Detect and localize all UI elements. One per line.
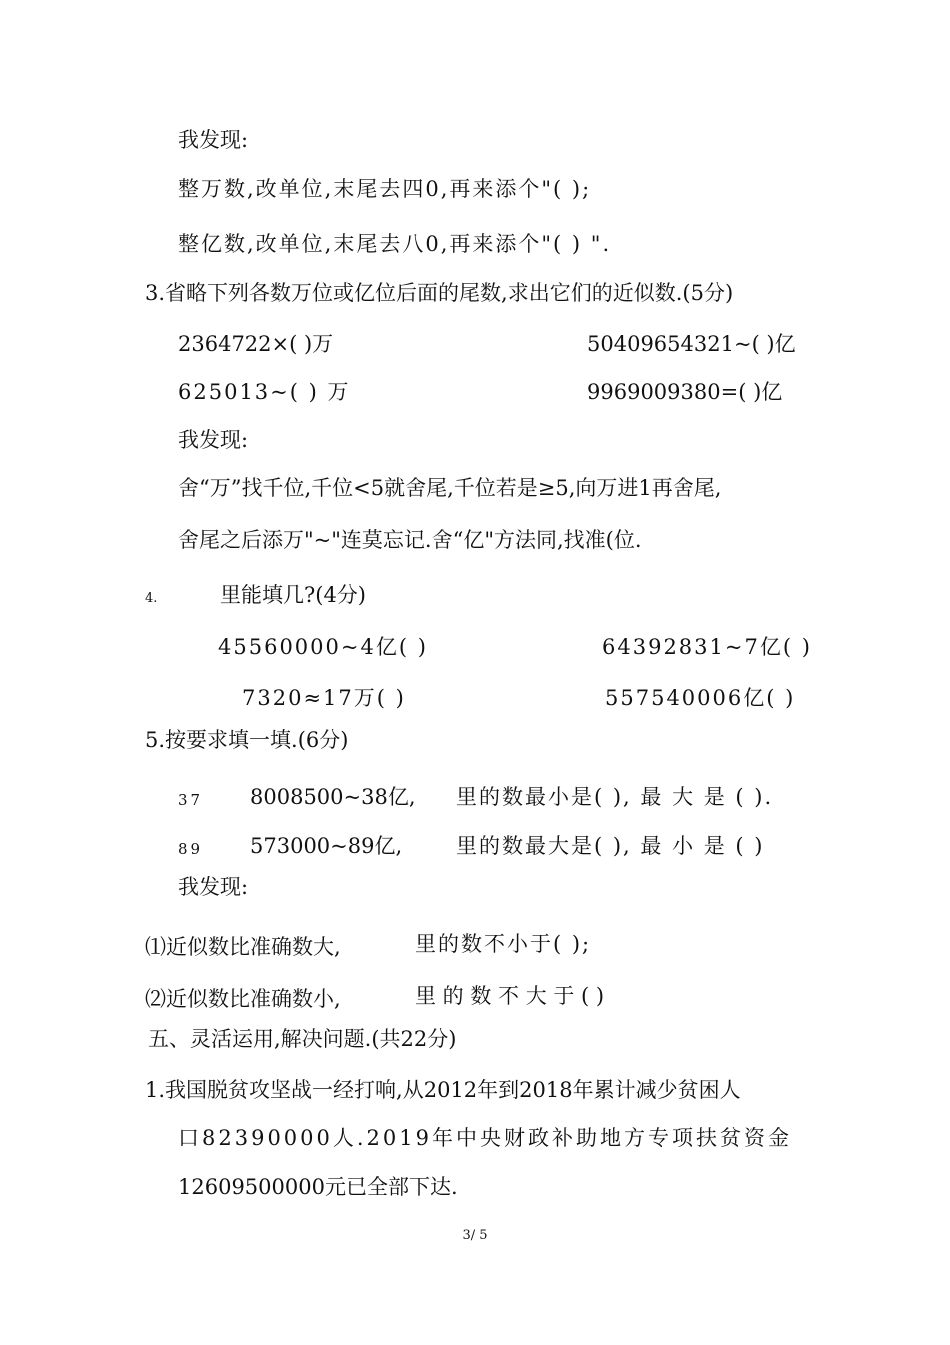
q5-finding2-text: 里 的 数 不 大 于 ( ): [415, 984, 605, 1008]
problem1-line1: 1.我国脱贫攻坚战一经打响,从2012年到2018年累计减少贫困人: [145, 1078, 741, 1102]
discover-label-1: 我发现:: [178, 128, 249, 152]
rule-wan-line: 整万数,改单位,末尾去四0,再来添个"( );: [178, 177, 592, 201]
q5-row1-number: 8008500~38亿,: [250, 785, 416, 809]
discover-label-2: 我发现:: [178, 428, 249, 452]
q5-title: 5.按要求填一填.(6分): [145, 728, 349, 752]
problem1-line3: 12609500000元已全部下达.: [178, 1175, 458, 1199]
discover-label-3: 我发现:: [178, 875, 249, 899]
q5-finding2-label: ⑵近似数比准确数小,: [145, 987, 341, 1011]
problem1-line2: 口82390000人.2019年中央财政补助地方专项扶贫资金: [178, 1126, 793, 1150]
q3-item-b: 50409654321~( )亿: [587, 332, 796, 356]
q3-item-d: 9969009380=( )亿: [587, 380, 783, 404]
q5-finding1-text: 里的数不小于( );: [415, 932, 592, 956]
q5-row2-text: 里的数最大是( ), 最 小 是 ( ): [456, 834, 765, 858]
q5-finding1-label: ⑴近似数比准确数大,: [145, 935, 341, 959]
page-number: 3/ 5: [462, 1228, 488, 1243]
q4-number: 4.: [145, 591, 158, 606]
q3-title: 3.省略下列各数万位或亿位后面的尾数,求出它们的近似数.(5分): [145, 281, 734, 305]
q3-rule-line1: 舍“万”找千位,千位<5就舍尾,千位若是≥5,向万进1再舍尾,: [178, 476, 722, 500]
q5-row2-small: 89: [178, 840, 204, 858]
q4-title: 里能填几?(4分): [220, 583, 367, 607]
q4-item-d: 557540006亿( ): [605, 686, 796, 710]
section5-title: 五、灵活运用,解决问题.(共22分): [148, 1027, 457, 1051]
q5-row2-number: 573000~89亿,: [250, 834, 403, 858]
q3-rule-line2: 舍尾之后添万"~"连莫忘记.舍“亿"方法同,找准(位.: [178, 528, 642, 552]
q5-row1-text: 里的数最小是( ), 最 大 是 ( ).: [456, 785, 774, 809]
rule-yi-line: 整亿数,改单位,末尾去八0,再来添个"( ) ".: [178, 232, 612, 256]
q3-item-a: 2364722×( )万: [178, 332, 334, 356]
q5-row1-small: 37: [178, 791, 204, 809]
q4-item-c: 7320≈17万( ): [242, 686, 406, 710]
q3-item-c: 625013~( ) 万: [178, 380, 351, 404]
q4-item-b: 64392831~7亿( ): [602, 635, 812, 659]
q4-item-a: 45560000~4亿( ): [218, 635, 428, 659]
